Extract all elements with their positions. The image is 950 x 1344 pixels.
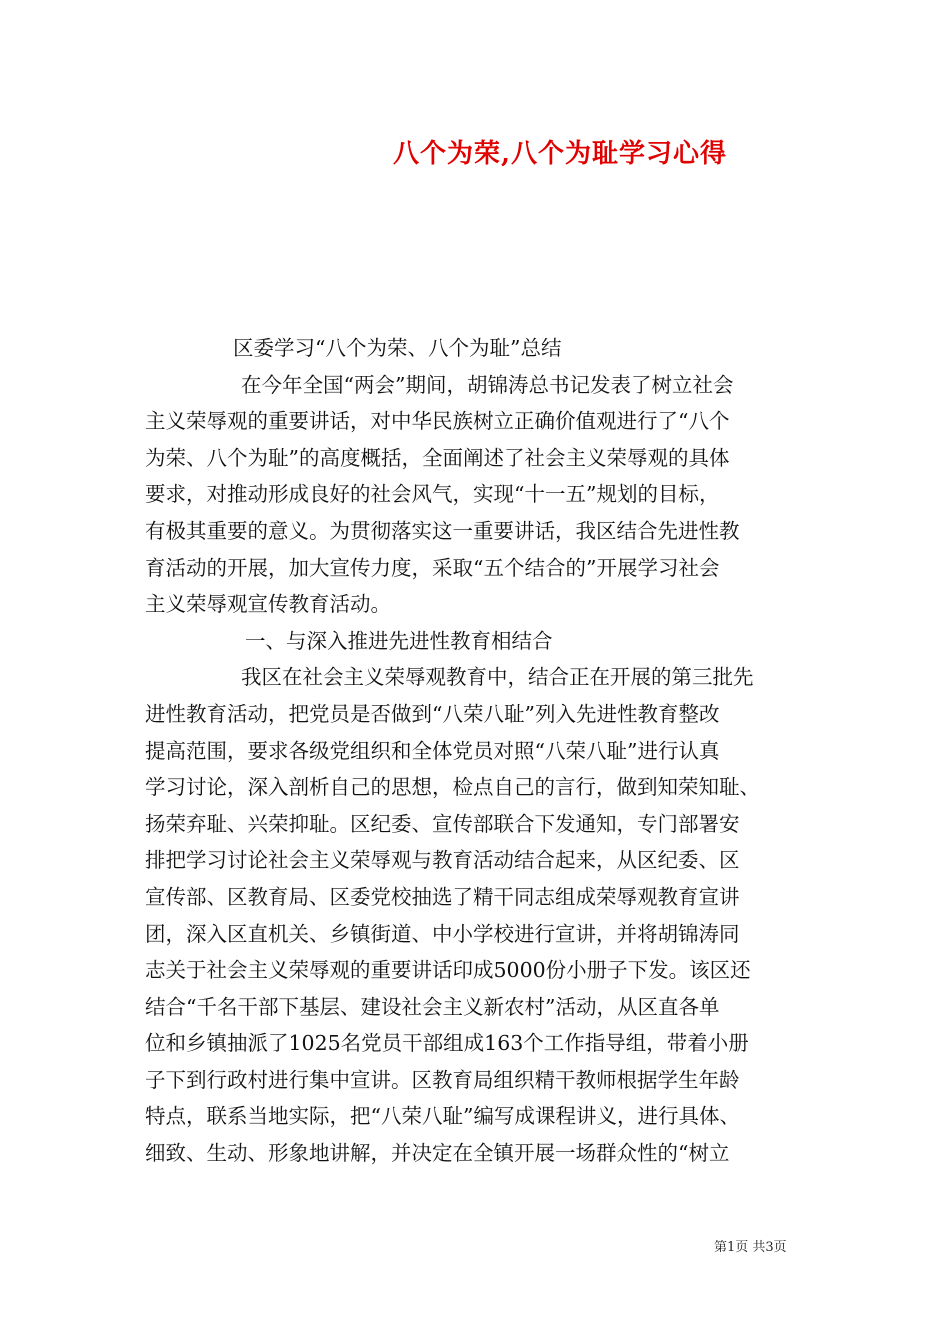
paragraph-line: 有极其重要的意义。为贯彻落实这一重要讲话，我区结合先进性教: [145, 518, 740, 543]
document-body: [145, 330, 815, 1172]
paragraph-line: 我区在社会主义荣辱观教育中，结合正在开展的第三批先: [241, 665, 754, 690]
section-heading: 区委学习“八个为荣、八个为耻”总结: [233, 336, 562, 360]
document-title: 八个为荣,八个为耻学习心得: [392, 139, 728, 169]
paragraph-line: 在今年全国“两会”期间，胡锦涛总书记发表了树立社会: [241, 372, 734, 397]
paragraph-line: 提高范围，要求各级党组织和全体党员对照“八荣八耻”进行认真: [145, 738, 720, 763]
paragraph-line: 排把学习讨论社会主义荣辱观与教育活动结合起来，从区纪委、区: [145, 848, 740, 873]
paragraph-line: 主义荣辱观的重要讲话，对中华民族树立正确价值观进行了“八个: [145, 409, 730, 434]
paragraph-line: 特点，联系当地实际，把“八荣八耻”编写成课程讲义，进行具体、: [145, 1104, 740, 1129]
paragraph-line: 子下到行政村进行集中宣讲。区教育局组织精干教师根据学生年龄: [145, 1067, 740, 1092]
paragraph-line: 团，深入区直机关、乡镇街道、中小学校进行宣讲，并将胡锦涛同: [145, 921, 740, 946]
paragraph-line: 学习讨论，深入剖析自己的思想，检点自己的言行，做到知荣知耻、: [145, 775, 760, 800]
paragraph-line: 结合“千名干部下基层、建设社会主义新农村”活动，从区直各单: [145, 994, 720, 1019]
paragraph-line: 宣传部、区教育局、区委党校抽选了精干同志组成荣辱观教育宣讲: [145, 884, 740, 909]
paragraph-line: 志关于社会主义荣辱观的重要讲话印成5000份小册子下发。该区还: [145, 958, 751, 983]
paragraph-line: 为荣、八个为耻”的高度概括，全面阐述了社会主义荣辱观的具体: [145, 445, 730, 470]
subsection-heading: 一、与深入推进先进性教育相结合: [245, 628, 553, 653]
paragraph-line: 主义荣辱观宣传教育活动。: [145, 592, 391, 617]
paragraph-line: 扬荣弃耻、兴荣抑耻。区纪委、宣传部联合下发通知，专门部署安: [145, 811, 740, 836]
paragraph-line: 育活动的开展，加大宣传力度，采取“五个结合的”开展学习社会: [145, 555, 720, 580]
paragraph-line: 细致、生动、形象地讲解，并决定在全镇开展一场群众性的“树立: [145, 1141, 730, 1166]
page-number-footer: 第1页 共3页: [714, 1240, 787, 1255]
paragraph-line: 位和乡镇抽派了1025名党员干部组成163个工作指导组，带着小册: [145, 1031, 749, 1056]
paragraph-line: 要求，对推动形成良好的社会风气，实现“十一五”规划的目标，: [145, 482, 720, 507]
paragraph-line: 进性教育活动，把党员是否做到“八荣八耻”列入先进性教育整改: [145, 701, 720, 726]
